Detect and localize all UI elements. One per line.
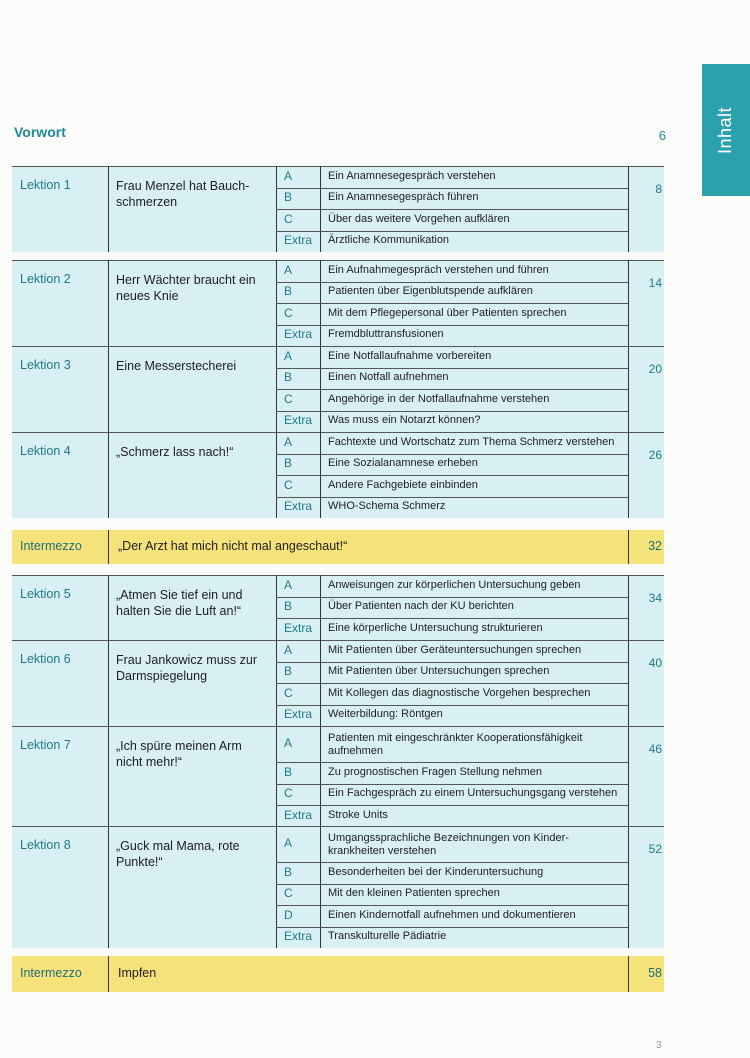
section-title[interactable]: Besonderheiten bei der Kinderuntersuchung [328, 865, 544, 878]
section-letter: B [284, 190, 293, 205]
column-divider [628, 575, 629, 640]
section-rule [276, 862, 628, 863]
section-rule [276, 784, 628, 785]
column-divider [108, 575, 109, 640]
column-divider [628, 166, 629, 252]
section-letter: C [284, 477, 293, 492]
lektion-label: Lektion 4 [20, 444, 71, 458]
column-divider [628, 346, 629, 432]
intermezzo-label: Intermezzo [20, 966, 82, 980]
lektion-page: 20 [648, 362, 662, 376]
section-letter: D [284, 907, 293, 922]
section-letter: B [284, 456, 293, 471]
section-letter: Extra [284, 807, 313, 822]
column-divider [276, 826, 277, 948]
lektion-block[interactable] [12, 726, 664, 827]
section-title[interactable]: Patienten mit eingeschränkter Kooperationsfähigkeit aufnehmen [328, 732, 583, 757]
section-title[interactable]: Weiterbildung: Röntgen [328, 708, 443, 721]
section-letter: C [284, 685, 293, 700]
section-letter: C [284, 391, 293, 406]
section-title[interactable]: Was muss ein Notarzt können? [328, 414, 481, 427]
column-divider [628, 260, 629, 346]
column-divider [628, 956, 629, 992]
column-divider [108, 260, 109, 346]
inhalt-side-tab [702, 64, 750, 196]
section-letter: B [284, 864, 293, 879]
section-rule [276, 188, 628, 189]
column-divider [108, 346, 109, 432]
section-letter: Extra [284, 233, 313, 248]
section-title[interactable]: Umgangssprachliche Bezeichnungen von Kinder- krankheiten verstehen [328, 832, 569, 857]
vorwort-page: 6 [658, 128, 666, 143]
intermezzo-page: 58 [648, 966, 662, 980]
page-number: 3 [656, 1040, 662, 1051]
lektion-top-rule [12, 575, 664, 576]
lektion-label: Lektion 6 [20, 652, 71, 666]
lektion-page: 40 [648, 656, 662, 670]
section-title[interactable]: Fachtexte und Wortschatz zum Thema Schmerz verstehen [328, 435, 615, 448]
section-title[interactable]: Mit Patienten über Untersuchungen sprechen [328, 665, 550, 678]
section-title[interactable]: Mit Kollegen das diagnostische Vorgehen besprechen [328, 686, 591, 699]
section-letter: Extra [284, 327, 313, 342]
section-letter: A [284, 262, 293, 277]
section-title[interactable]: Ein Aufnahmegespräch verstehen und führen [328, 263, 549, 276]
intermezzo-row[interactable] [12, 956, 664, 992]
column-divider [108, 956, 109, 992]
column-divider [108, 726, 109, 827]
section-letter: A [284, 836, 293, 850]
section-title[interactable]: Einen Kindernotfall aufnehmen und dokumentieren [328, 908, 576, 921]
section-letter: A [284, 642, 293, 657]
column-divider [108, 530, 109, 564]
intermezzo-title: Impfen [118, 966, 157, 980]
lektion-page: 14 [648, 276, 662, 290]
section-letter: B [284, 764, 293, 779]
section-letter: Extra [284, 620, 313, 635]
section-rule [276, 884, 628, 885]
section-letter: A [284, 348, 293, 363]
section-letter: Extra [284, 499, 313, 514]
section-letter: A [284, 577, 293, 592]
lektion-title: „Ich spüre meinen Arm nicht mehr!“ [116, 739, 242, 769]
section-letter: A [284, 434, 293, 449]
section-rule [276, 597, 628, 598]
section-title[interactable]: Ärztliche Kommunikation [328, 234, 450, 247]
lektion-block[interactable] [12, 346, 664, 432]
section-letter: Extra [284, 413, 313, 428]
section-rule [276, 231, 628, 232]
lektion-page: 34 [648, 591, 662, 605]
section-rule [276, 905, 628, 906]
section-title[interactable]: Zu prognostischen Fragen Stellung nehmen [328, 765, 543, 778]
section-title[interactable]: Stroke Units [328, 808, 388, 821]
section-title[interactable]: Ein Anamnesegespräch führen [328, 191, 479, 204]
side-tab-label: Inhalt [715, 106, 736, 154]
section-letter: B [284, 370, 293, 385]
intermezzo-page: 32 [648, 539, 662, 553]
section-title[interactable]: Patienten über Eigenblutspende aufklären [328, 285, 533, 298]
vorwort-label: Vorwort [14, 124, 66, 140]
section-letter: A [284, 168, 293, 183]
section-letter: C [284, 305, 293, 320]
section-rule [276, 497, 628, 498]
intermezzo-title: „Der Arzt hat mich nicht mal angeschaut!“ [118, 539, 348, 553]
section-title[interactable]: Über das weitere Vorgehen aufklären [328, 212, 510, 225]
lektion-label: Lektion 7 [20, 738, 71, 752]
section-rule [276, 209, 628, 210]
lektion-title: Eine Messerstecherei [116, 359, 237, 373]
column-divider [108, 432, 109, 518]
column-divider [108, 166, 109, 252]
lektion-block[interactable] [12, 260, 664, 346]
column-divider [108, 640, 109, 726]
column-divider [628, 640, 629, 726]
section-rule [276, 368, 628, 369]
intermezzo-label: Intermezzo [20, 539, 82, 553]
lektion-top-rule [12, 826, 664, 827]
column-divider [108, 826, 109, 948]
section-rule [276, 662, 628, 663]
section-letter: B [284, 599, 293, 614]
section-rule [276, 805, 628, 806]
section-title[interactable]: Eine Sozialanamnese erheben [328, 457, 478, 470]
lektion-label: Lektion 3 [20, 358, 71, 372]
lektion-title: „Guck mal Mama, rote Punkte!“ [116, 839, 240, 869]
column-divider [276, 726, 277, 827]
section-rule [276, 683, 628, 684]
section-rule [276, 705, 628, 706]
section-title[interactable]: Einen Notfall aufnehmen [328, 371, 449, 384]
section-title[interactable]: Ein Anamnesegespräch verstehen [328, 169, 496, 182]
section-rule [276, 303, 628, 304]
column-divider [628, 530, 629, 564]
section-rule [276, 618, 628, 619]
lektion-title: Frau Jankowicz muss zur Darmspiegelung [116, 653, 258, 683]
lektion-top-rule [12, 640, 664, 641]
section-letter: C [284, 211, 293, 226]
section-title[interactable]: Fremdbluttransfusionen [328, 328, 444, 341]
section-letter: B [284, 664, 293, 679]
section-rule [276, 411, 628, 412]
lektion-page: 26 [648, 448, 662, 462]
lektion-block[interactable] [12, 826, 664, 948]
lektion-title: „Atmen Sie tief ein und halten Sie die Luft an!“ [116, 588, 243, 618]
section-title[interactable]: Über Patienten nach der KU berichten [328, 600, 514, 613]
section-rule [276, 454, 628, 455]
lektion-page: 8 [655, 182, 662, 196]
lektion-label: Lektion 8 [20, 838, 71, 852]
lektion-title: Herr Wächter braucht ein neues Knie [116, 273, 256, 303]
lektion-block[interactable] [12, 432, 664, 518]
section-rule [276, 475, 628, 476]
lektion-top-rule [12, 432, 664, 433]
section-title[interactable]: Mit dem Pflegepersonal über Patienten sprechen [328, 306, 567, 319]
lektion-label: Lektion 2 [20, 272, 71, 286]
lektion-block[interactable] [12, 166, 664, 252]
column-divider [276, 575, 277, 640]
lektion-title: Frau Menzel hat Bauch- schmerzen [116, 179, 250, 209]
section-title[interactable]: Eine körperliche Untersuchung strukturieren [328, 621, 543, 634]
section-letter: B [284, 284, 293, 299]
lektion-page: 52 [648, 842, 662, 856]
lektion-top-rule [12, 726, 664, 727]
section-letter: A [284, 736, 293, 750]
section-title[interactable]: Mit den kleinen Patienten sprechen [328, 887, 500, 900]
intermezzo-row[interactable] [12, 530, 664, 564]
lektion-block[interactable] [12, 575, 664, 640]
lektion-top-rule [12, 166, 664, 167]
vorwort-row[interactable] [14, 124, 666, 146]
section-letter: C [284, 886, 293, 901]
section-title[interactable]: Anweisungen zur körperlichen Untersuchung geben [328, 578, 581, 591]
section-letter: Extra [284, 707, 313, 722]
section-title[interactable]: Angehörige in der Notfallaufnahme verstehen [328, 392, 550, 405]
section-rule [276, 282, 628, 283]
lektion-top-rule [12, 346, 664, 347]
lektion-label: Lektion 1 [20, 178, 71, 192]
lektion-page: 46 [648, 742, 662, 756]
section-title[interactable]: WHO-Schema Schmerz [328, 500, 446, 513]
section-letter: C [284, 786, 293, 801]
section-rule [276, 325, 628, 326]
section-title[interactable]: Ein Fachgespräch zu einem Untersuchungsgang verstehen [328, 787, 618, 800]
section-rule [276, 762, 628, 763]
lektion-title: „Schmerz lass nach!“ [116, 445, 234, 459]
column-divider [628, 432, 629, 518]
section-title[interactable]: Mit Patienten über Geräteuntersuchungen sprechen [328, 643, 582, 656]
section-title[interactable]: Transkulturelle Pädiatrie [328, 930, 447, 943]
section-title[interactable]: Eine Notfallaufnahme vorbereiten [328, 349, 492, 362]
section-title[interactable]: Andere Fachgebiete einbinden [328, 478, 478, 491]
section-rule [276, 927, 628, 928]
section-letter: Extra [284, 929, 313, 944]
lektion-label: Lektion 5 [20, 587, 71, 601]
lektion-block[interactable] [12, 640, 664, 726]
section-rule [276, 389, 628, 390]
lektion-top-rule [12, 260, 664, 261]
